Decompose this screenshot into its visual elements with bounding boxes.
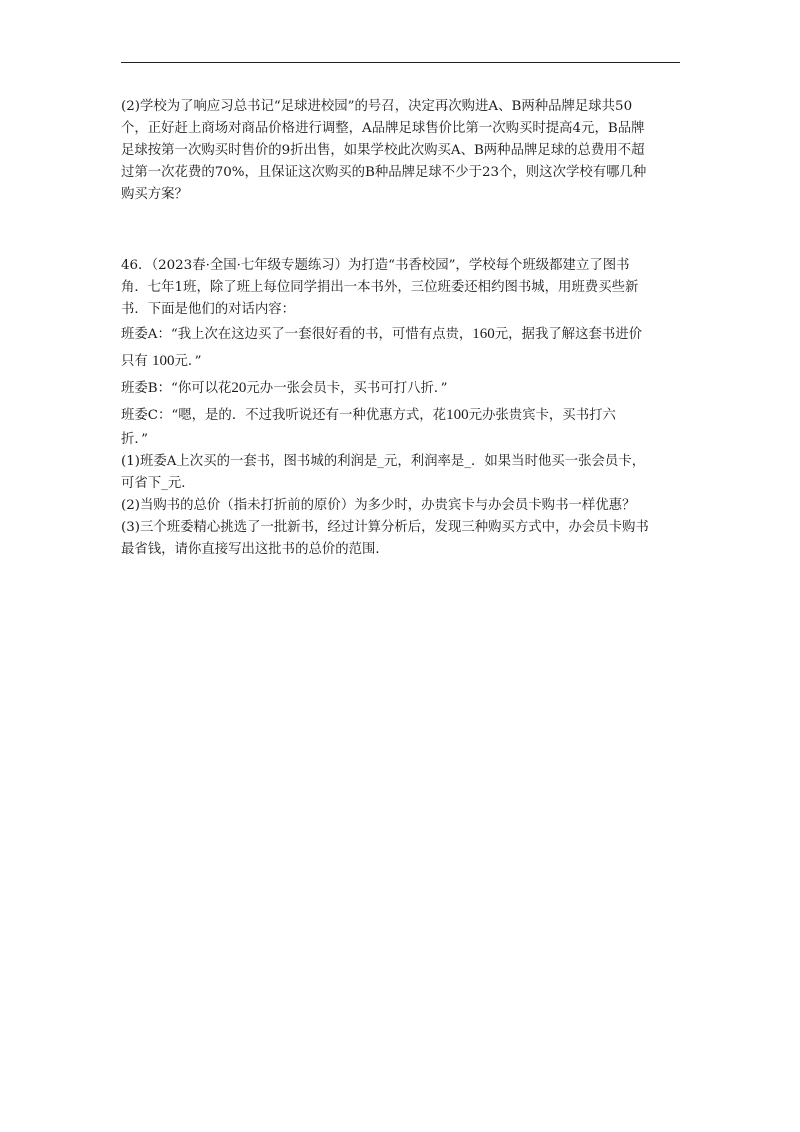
dialogue-text: 班委C：“嗯，是的．不过我听说还有一种优惠方式，花 bbox=[121, 408, 447, 423]
text-line: (2)学校为了响应习总书记“足球进校园”的号召，决定再次购进A、B两种品牌足球共50 bbox=[121, 99, 633, 114]
text-line: 角．七年1班，除了班上每位同学捐出一本书外，三位班委还相约图书城，用班费买些新 bbox=[121, 280, 639, 295]
dialogue-text: 元，据我了解这套书进价 bbox=[494, 327, 643, 342]
text-line: 足球按第一次购买时售价的9折出售，如果学校此次购买A、B两种品牌足球的总费用不超 bbox=[121, 143, 645, 158]
dialogue-c-line1 bbox=[121, 402, 681, 429]
sub-question-3-cont: 最省钱，请你直接写出这批书的总价的范围． bbox=[121, 542, 389, 557]
dialogue-b bbox=[121, 375, 681, 402]
text-line: 书．下面是他们的对话内容： bbox=[121, 302, 296, 317]
sub-question-1: (1)班委A上次买的一套书，图书城的利润是_元，利润率是_．如果当时他买一张会员卡， bbox=[121, 454, 646, 469]
member-card-fee: 20 bbox=[231, 380, 247, 396]
cost-value: 100 bbox=[152, 353, 175, 369]
vip-card-fee: 100 bbox=[446, 407, 469, 423]
dialogue-text: 班委A：“我上次在这边买了一套很好看的书，可惜有点贵， bbox=[121, 327, 473, 342]
dialogue-text: 班委B：“你可以花 bbox=[121, 381, 232, 396]
dialogue-text: 只有 bbox=[121, 354, 153, 369]
header-rule bbox=[121, 62, 680, 63]
question-45-part-2 bbox=[121, 96, 681, 206]
question-46 bbox=[121, 255, 681, 561]
dialogue-a-line2 bbox=[121, 348, 681, 375]
sub-question-3: (3)三个班委精心挑选了一批新书，经过计算分析后，发现三种购买方式中，办会员卡购书 bbox=[121, 520, 649, 535]
dialogue-a-line1 bbox=[121, 321, 681, 348]
dialogue-text: 元办一张会员卡，买书可打八折．” bbox=[246, 381, 448, 396]
dialogue-text: 元办张贵宾卡，买书打六 bbox=[468, 408, 616, 423]
dialogue-c-line2: 折．” bbox=[121, 432, 148, 447]
text-line: 购买方案？ bbox=[121, 187, 188, 202]
sub-question-1-cont: 可省下_元． bbox=[121, 476, 195, 491]
document-body bbox=[121, 96, 681, 561]
sub-question-2: (2)当购书的总价（指未打折前的原价）为多少时，办贵宾卡与办会员卡购书一样优惠？ bbox=[121, 498, 636, 513]
question-heading: 46．（2023春·全国·七年级专题练习）为打造“书香校园”，学校每个班级都建立了图书 bbox=[121, 258, 630, 273]
dialogue-text: 元．” bbox=[174, 354, 202, 369]
text-line: 个，正好赶上商场对商品价格进行调整，A品牌足球售价比第一次购买时提高4元，B品牌 bbox=[121, 121, 645, 136]
price-value: 160 bbox=[472, 326, 495, 342]
text-line: 过第一次花费的70%，且保证这次购买的B种品牌足球不少于23个，则这次学校有哪几种 bbox=[121, 165, 647, 180]
